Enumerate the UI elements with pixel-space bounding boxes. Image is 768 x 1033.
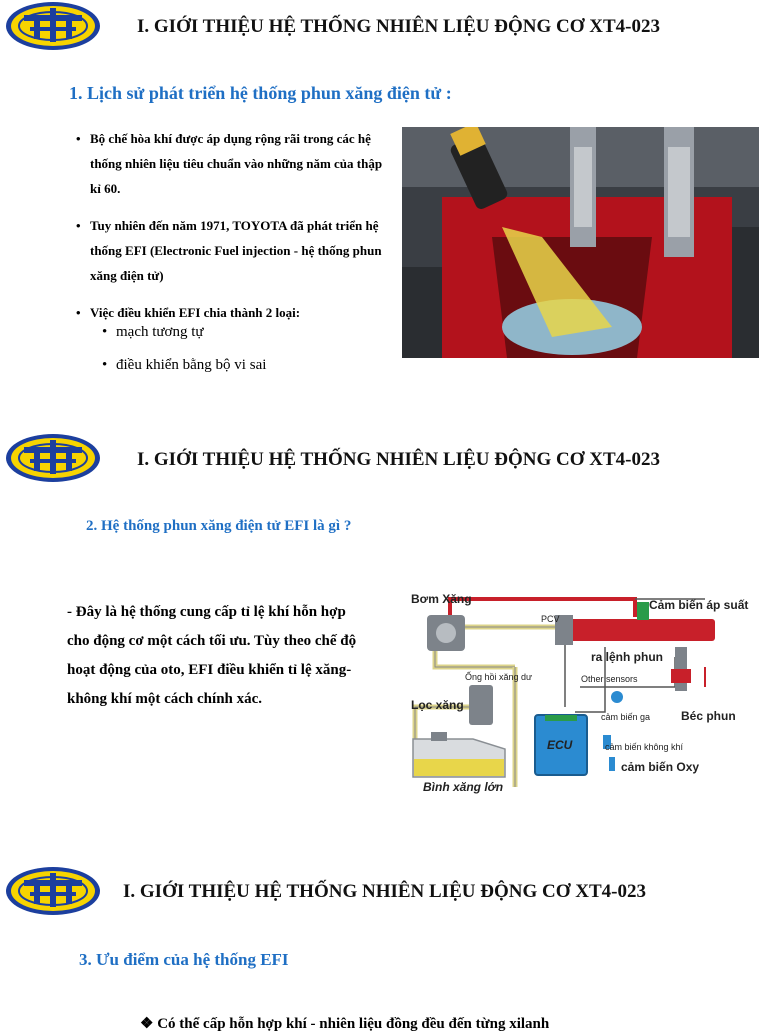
pump-label: Bơm Xăng <box>411 592 472 606</box>
slide-title: I. GIỚI THIỆU HỆ THỐNG NHIÊN LIỆU ĐỘNG CƠ XT4-023 <box>137 16 660 37</box>
filter-label: Lọc xăng <box>411 698 464 712</box>
list-item: • Việc điều khiển EFI chia thành 2 loại: <box>76 300 388 325</box>
section-heading: 1. Lịch sử phát triển hệ thống phun xăng điện tử : <box>69 83 452 103</box>
list-item: • Bộ chế hòa khí được áp dụng rộng rãi trong các hệ thống nhiên liệu tiêu chuẩn vào những năm của thập kỉ 60. <box>76 126 388 201</box>
list-item: • Tuy nhiên đến năm 1971, TOYOTA đã phát triển hệ thống EFI (Electronic Fuel injection - hệ thống phun xăng điện tử) <box>76 213 388 288</box>
other-sensors-label: Other sensors <box>581 674 638 684</box>
pressure-sensor-label: Cảm biến áp suất <box>649 598 749 612</box>
advantage-text: Có thể cấp hỗn hợp khí - nhiên liệu đồng đều đến từng xilanh <box>157 1016 550 1032</box>
slide-title: I. GIỚI THIỆU HỆ THỐNG NHIÊN LIỆU ĐỘNG CƠ XT4-023 <box>123 881 646 902</box>
list-item: • điều khiển bằng bộ vi sai <box>102 354 382 377</box>
section-heading: 2. Hệ thống phun xăng điện tử EFI là gì ? <box>86 518 352 534</box>
tank-label: Bình xăng lớn <box>423 780 504 794</box>
pcv-label: PCV <box>541 614 560 624</box>
company-logo <box>4 865 102 917</box>
efi-description: - Đây là hệ thống cung cấp tỉ lệ khí hỗn hợp cho động cơ một cách tối ưu. Tùy theo chế độ hoạt động của oto, EFI điều khiển tỉ lệ xăng- không khí một cách chính xác. <box>67 604 357 707</box>
history-list <box>76 126 388 337</box>
inject-command-label: ra lệnh phun <box>591 650 663 664</box>
slide-title: I. GIỚI THIỆU HỆ THỐNG NHIÊN LIỆU ĐỘNG CƠ XT4-023 <box>137 449 660 470</box>
company-logo <box>4 432 102 484</box>
throttle-sensor-label: cảm biến ga <box>601 712 651 722</box>
list-item: • mạch tương tự <box>102 321 382 344</box>
section-heading: 3. Ưu điểm của hệ thống EFI <box>79 950 289 969</box>
diamond-bullet-icon: ❖ <box>140 1016 158 1032</box>
oxy-sensor-label: cảm biến Oxy <box>621 760 700 774</box>
efi-types-list <box>102 321 382 387</box>
injector-label: Béc phun <box>681 709 736 723</box>
company-logo <box>4 0 102 52</box>
efi-system-diagram <box>405 587 760 797</box>
air-sensor-label: cảm biến không khí <box>605 742 684 752</box>
return-pipe-label: Ống hồi xăng dư <box>465 672 533 682</box>
ecu-label: ECU <box>547 738 573 752</box>
injector-engine-photo <box>402 127 759 358</box>
